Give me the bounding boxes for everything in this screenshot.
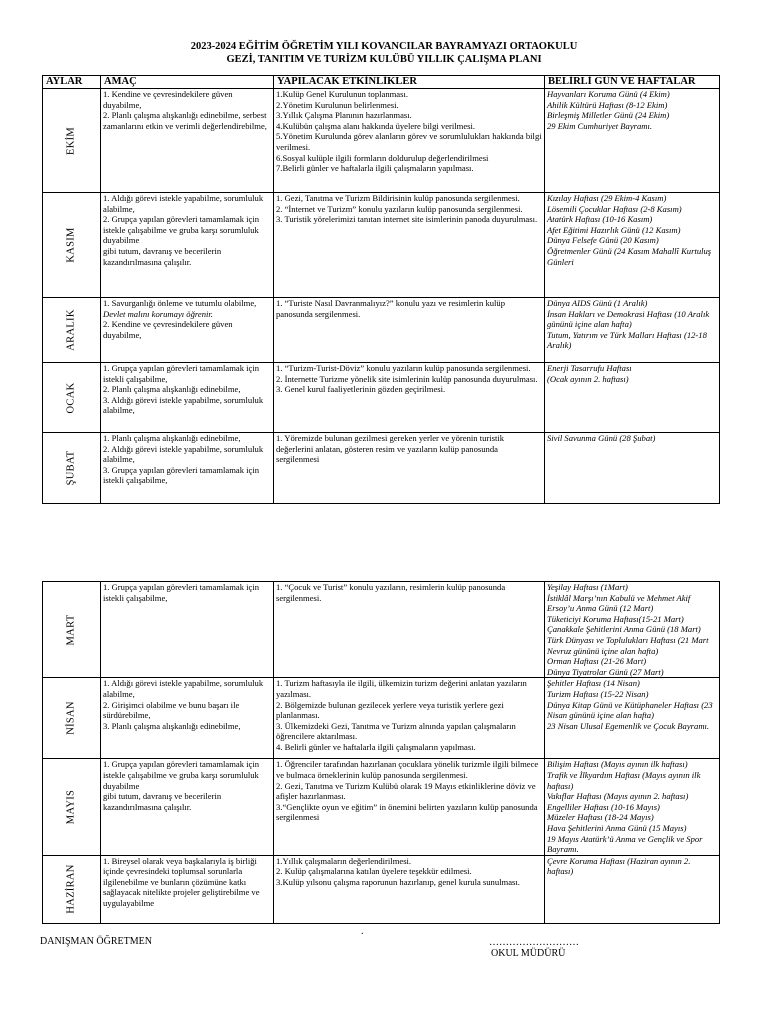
days-cell <box>545 759 720 855</box>
days-line: Hayvanları Koruma Günü (4 Ekim) <box>547 89 670 99</box>
days-line: Engelliler Haftası (10-16 Mayıs) <box>547 801 660 812</box>
month-label: EKİM <box>65 126 77 155</box>
goal-cell <box>101 759 274 855</box>
activities-line: 1. Öğrenciler tarafından hazırlanan çocuklara yönelik turizmle ilgili bilmece ve bulmaca örneklerinin kulüp panosunda sergilenmesi. <box>276 759 539 780</box>
days-cell <box>545 582 720 678</box>
goal-line: 2. Kendine ve çevresindekilere güven duyabilme, <box>103 319 233 340</box>
goal-line: 3. Planlı çalışma alışkanlığı edinebilme, <box>103 720 241 731</box>
col-header-goal: AMAÇ <box>101 76 274 89</box>
month-cell <box>43 759 101 855</box>
table-row <box>43 855 720 923</box>
month-cell <box>43 582 101 678</box>
activities-cell <box>274 582 545 678</box>
goal-cell <box>101 89 274 193</box>
plan-title-club: GEZİ, TANITIM VE TURİZM KULÜBÜ YILLIK ÇALIŞMA PLANI <box>226 54 542 65</box>
activities-cell <box>274 193 545 298</box>
activities-line: 2. Gezi, Tanıtma ve Turizm Kulübü olarak 19 Mayıs etkinliklerine döviz ve afişler hazırlanması. <box>276 780 536 802</box>
goal-line: 3. Aldığı görevi istekle yapabilme, sorumluluk alabilme, <box>103 394 264 416</box>
days-line: 23 Nisan Ulusal Egemenlik ve Çocuk Bayramı. <box>547 720 710 731</box>
month-label: NİSAN <box>65 701 77 736</box>
table-header-row <box>43 76 720 89</box>
table-row <box>43 193 720 298</box>
goal-line: gibi tutum, davranış ve becerilerin kazandırılmasına çalışılır. <box>103 245 222 267</box>
month-cell <box>43 298 101 363</box>
goal-line: 2. Grupça yapılan görevleri tamamlamak için istekle çalışabilme ve gruba karşı sorumluluk duyabilme <box>103 214 260 246</box>
activities-cell <box>274 855 545 923</box>
goal-line: 2. Planlı çalışma alışkanlığı edinebilme, <box>103 384 241 395</box>
days-line: Trafik ve İlkyardım Haftası (Mayıs ayının ilk haftası) <box>547 769 701 791</box>
days-cell <box>545 193 720 298</box>
days-line: Öğretmenler Günü (24 Kasım Mahallî Kurtuluş Günleri <box>547 245 712 267</box>
advisor-teacher-label: DANIŞMAN ÖĞRETMEN <box>40 936 152 947</box>
days-cell <box>545 89 720 193</box>
activities-line: 1. “Turiste Nasıl Davranmalıyız?” konulu yazı ve resimlerin kulüp panosunda sergilenmesi. <box>276 298 506 319</box>
goal-cell <box>101 193 274 298</box>
days-line: Yeşilay Haftası (1Mart) <box>547 582 628 592</box>
days-cell <box>545 363 720 433</box>
col-header-months: AYLAR <box>43 76 101 89</box>
activities-line: 2.Yönetim Kurulunun belirlenmesi. <box>276 99 399 110</box>
days-line: Ahilik Kültürü Haftası (8-12 Ekim) <box>547 99 668 110</box>
activities-line: 3.Kulüp yılsonu çalışma raporunun hazırlanıp, genel kurula sunulması. <box>276 876 520 887</box>
goal-line: 1. Kendine ve çevresindekilere güven duyabilme, <box>103 89 233 110</box>
goal-line: 1. Grupça yapılan görevleri tamamlamak için istekle çalışabilme ve gruba karşı sorumluluk duyabilme <box>103 759 260 791</box>
activities-cell <box>274 363 545 433</box>
days-line: Birleşmiş Milletler Günü (24 Ekim) <box>547 110 670 121</box>
activities-line: 3. Turistik yörelerimizi tanıtan internet site isimlerinin panoda duyurulması. <box>276 214 538 225</box>
goal-cell <box>101 298 274 363</box>
plan-title-school: 2023-2024 EĞİTİM ÖĞRETİM YILI KOVANCILAR BAYRAMYAZI ORTAOKULU <box>190 41 578 52</box>
days-line: Hava Şehitlerini Anma Günü (15 Mayıs) <box>547 822 687 833</box>
goal-line: Devlet malını korumayı öğrenir. <box>103 308 213 319</box>
goal-line: 1. Aldığı görevi istekle yapabilme, sorumluluk alabilme, <box>103 193 264 214</box>
activities-line: 2. İnternette Turizme yönelik site isimlerinin kulüp panosunda duyurulması. <box>276 373 538 384</box>
goal-line: 3. Grupça yapılan görevleri tamamlamak için istekli çalışabilme, <box>103 464 260 486</box>
activities-cell <box>274 89 545 193</box>
month-label: HAZİRAN <box>65 864 77 914</box>
month-cell <box>43 363 101 433</box>
table-row <box>43 89 720 193</box>
goal-line: gibi tutum, davranış ve becerilerin kazandırılmasına çalışılır. <box>103 791 222 812</box>
goal-line: 1. Grupça yapılan görevleri tamamlamak için istekli çalışabilme, <box>103 363 260 384</box>
days-line: Dünya Tiyatrolar Günü (27 Mart) <box>547 666 664 677</box>
days-line: Vakıflar Haftası (Mayıs ayının 2. haftası) <box>547 791 689 802</box>
days-cell <box>545 855 720 923</box>
activities-line: 2. “İnternet ve Turizm” konulu yazıların kulüp panosunda sergilenmesi. <box>276 203 523 214</box>
days-line: Afet Eğitimi Hazırlık Günü (12 Kasım) <box>547 224 681 235</box>
days-line: Dünya Felsefe Günü (20 Kasım) <box>547 235 659 246</box>
goal-cell <box>101 855 274 923</box>
goal-cell <box>101 363 274 433</box>
goal-cell <box>101 582 274 678</box>
days-line: Dünya Kitap Günü ve Kütüphaneler Haftası (23 Nisan gününü içine alan hafta) <box>547 699 713 721</box>
goal-line: 1. Grupça yapılan görevleri tamamlamak için istekli çalışabilme, <box>103 582 260 603</box>
month-label: ARALIK <box>65 309 77 351</box>
month-cell <box>43 433 101 504</box>
activities-cell <box>274 433 545 504</box>
days-cell <box>545 678 720 759</box>
activities-line: 1. Turizm haftasıyla ile ilgili, ülkemizin turizm değerini anlatan yazıların yazılması. <box>276 678 527 699</box>
col-header-days: BELİRLİ GÜN VE HAFTALAR <box>545 76 720 89</box>
plan-table-second-term <box>42 581 720 924</box>
plan-table-first-term <box>42 75 720 504</box>
activities-line: 5.Yönetim Kurulunda görev alanların görev ve sorumlulukları hakkında bilgi verilmesi. <box>276 131 542 152</box>
goal-line: 2. Girişimci olabilme ve bunu başarı ile sürdürebilme, <box>103 699 240 721</box>
month-cell <box>43 678 101 759</box>
month-cell <box>43 193 101 298</box>
table-row <box>43 298 720 363</box>
days-line: Şehitler Haftası (14 Nisan) <box>547 678 640 689</box>
month-cell <box>43 855 101 923</box>
days-line: 19 Mayıs Atatürk’ü Anma ve Gençlik ve Spor Bayramı. <box>547 833 703 855</box>
activities-line: 1. “Turizm-Turist-Döviz” konulu yazıların kulüp panosunda sergilenmesi. <box>276 363 531 373</box>
goal-line: 1. Planlı çalışma alışkanlığı edinebilme, <box>103 433 241 443</box>
activities-line: 2. Bölgemizde bulunan gezilecek yerlere veya turistik yerlere gezi planlanması. <box>276 699 504 721</box>
month-label: OCAK <box>65 382 77 413</box>
days-line: Orman Haftası (21-26 Mart) <box>547 656 647 667</box>
days-line: (Ocak ayının 2. haftası) <box>547 373 629 384</box>
goal-line: 1. Aldığı görevi istekle yapabilme, sorumluluk alabilme, <box>103 678 264 699</box>
activities-line: 6.Sosyal kulüple ilgili formların doldurulup değerlendirilmesi <box>276 152 489 163</box>
table-row <box>43 678 720 759</box>
days-line: Tutum, Yatırım ve Türk Malları Haftası (12-18 Aralık) <box>547 329 707 351</box>
days-line: Lösemili Çocuklar Haftası (2-8 Kasım) <box>547 203 682 214</box>
activities-line: 4. Belirli günler ve haftalarla ilgili çalışmaların yapılması. <box>276 741 476 752</box>
footer-dot: . <box>361 926 364 937</box>
goal-line: 2. Aldığı görevi istekle yapabilme, sorumluluk alabilme, <box>103 443 264 465</box>
activities-line: 3.“Gençlikte oyun ve eğitim” in önemini belirten yazıların kulüp panosunda sergilenmesi <box>276 801 538 823</box>
activities-line: 1.Yıllık çalışmaların değerlendirilmesi. <box>276 855 412 866</box>
days-line: Çevre Koruma Haftası (Haziran ayının 2. haftası) <box>547 855 691 877</box>
goal-line: 1. Savurganlığı önleme ve tutumlu olabilme, <box>103 298 257 308</box>
days-line: Sivil Savunma Günü (28 Şubat) <box>547 433 656 443</box>
days-line: Enerji Tasarrufu Haftası <box>547 363 632 373</box>
days-line: İstiklâl Marşı’nın Kabulü ve Mehmet Akif Ersoy’u Anma Günü (12 Mart) <box>547 592 691 614</box>
signature-line: ……………………… <box>489 937 579 948</box>
days-cell <box>545 298 720 363</box>
days-line: Bilişim Haftası (Mayıs ayının ilk haftası) <box>547 759 688 770</box>
days-line: Müzeler Haftası (18-24 Mayıs) <box>547 812 654 823</box>
days-line: Atatürk Haftası (10-16 Kasım) <box>547 214 653 225</box>
days-line: İnsan Hakları ve Demokrasi Haftası (10 Aralık gününü içine alan hafta) <box>547 308 710 330</box>
activities-cell <box>274 298 545 363</box>
days-line: 29 Ekim Cumhuriyet Bayramı. <box>547 120 653 131</box>
month-label: MART <box>65 614 77 646</box>
month-cell <box>43 89 101 193</box>
activities-line: 1. Yöremizde bulunan gezilmesi gereken yerler ve yörenin turistik değerlerini anlatan, gösteren resim ve yazıların kulüp panosunda sergilenmesi <box>276 433 505 465</box>
month-label: KASIM <box>65 227 77 263</box>
days-line: Kızılay Haftası (29 Ekim-4 Kasım) <box>547 193 667 203</box>
activities-line: 3. Genel kurul faaliyetlerinin gözden geçirilmesi. <box>276 384 446 395</box>
days-line: Türk Dünyası ve Toplulukları Haftası (21 Mart Nevruz gününü içine alan hafta) <box>547 634 709 656</box>
days-line: Tüketiciyi Koruma Haftası(15-21 Mart) <box>547 613 684 624</box>
activities-line: 7.Belirli günler ve haftalarla ilgili çalışmaların yapılması. <box>276 163 474 174</box>
goal-line: 2. Planlı çalışma alışkanlığı edinebilme, serbest zamanlarını etkin ve verimli değerlendirebilme, <box>103 110 267 131</box>
activities-line: 2. Kulüp çalışmalarına katılan üyelere teşekkür edilmesi. <box>276 866 472 877</box>
table-row <box>43 363 720 433</box>
days-line: Çanakkale Şehitlerini Anma Günü (18 Mart) <box>547 624 701 635</box>
days-cell <box>545 433 720 504</box>
activities-line: 1.Kulüp Genel Kurulunun toplanması. <box>276 89 408 99</box>
goal-cell <box>101 678 274 759</box>
col-header-activities: YAPILACAK ETKİNLİKLER <box>274 76 545 89</box>
activities-line: 3.Yıllık Çalışma Planının hazırlanması. <box>276 110 412 121</box>
activities-line: 3. Ülkemizdeki Gezi, Tanıtma ve Turizm alnında yapılan çalışmaların öğrencilere aktarılması. <box>276 720 516 742</box>
days-line: Turizm Haftası (15-22 Nisan) <box>547 688 649 699</box>
days-line: Dünya AIDS Günü (1 Aralık) <box>547 298 648 308</box>
month-label: ŞUBAT <box>65 450 77 486</box>
goal-line: 1. Bireysel olarak veya başkalarıyla iş birliği içinde çevresindeki toplumsal sorunlarla ilgilenebilme ve bunların çözümüne katkı sağlayacak nitelikte projeler geliştirebilme ve uygulayabilme <box>103 855 260 909</box>
activities-cell <box>274 678 545 759</box>
table-row <box>43 759 720 855</box>
activities-line: 4.Kulübün çalışma alanı hakkında üyelere bilgi verilmesi. <box>276 120 476 131</box>
activities-cell <box>274 759 545 855</box>
activities-line: 1. Gezi, Tanıtma ve Turizm Bildirisinin kulüp panosunda sergilenmesi. <box>276 193 520 203</box>
principal-label: OKUL MÜDÜRÜ <box>491 948 566 959</box>
month-label: MAYIS <box>65 789 77 825</box>
table-row <box>43 433 720 504</box>
activities-line: 1. “Çocuk ve Turist” konulu yazıların, resimlerin kulüp panosunda sergilenmesi. <box>276 582 506 603</box>
table-row <box>43 582 720 678</box>
goal-cell <box>101 433 274 504</box>
